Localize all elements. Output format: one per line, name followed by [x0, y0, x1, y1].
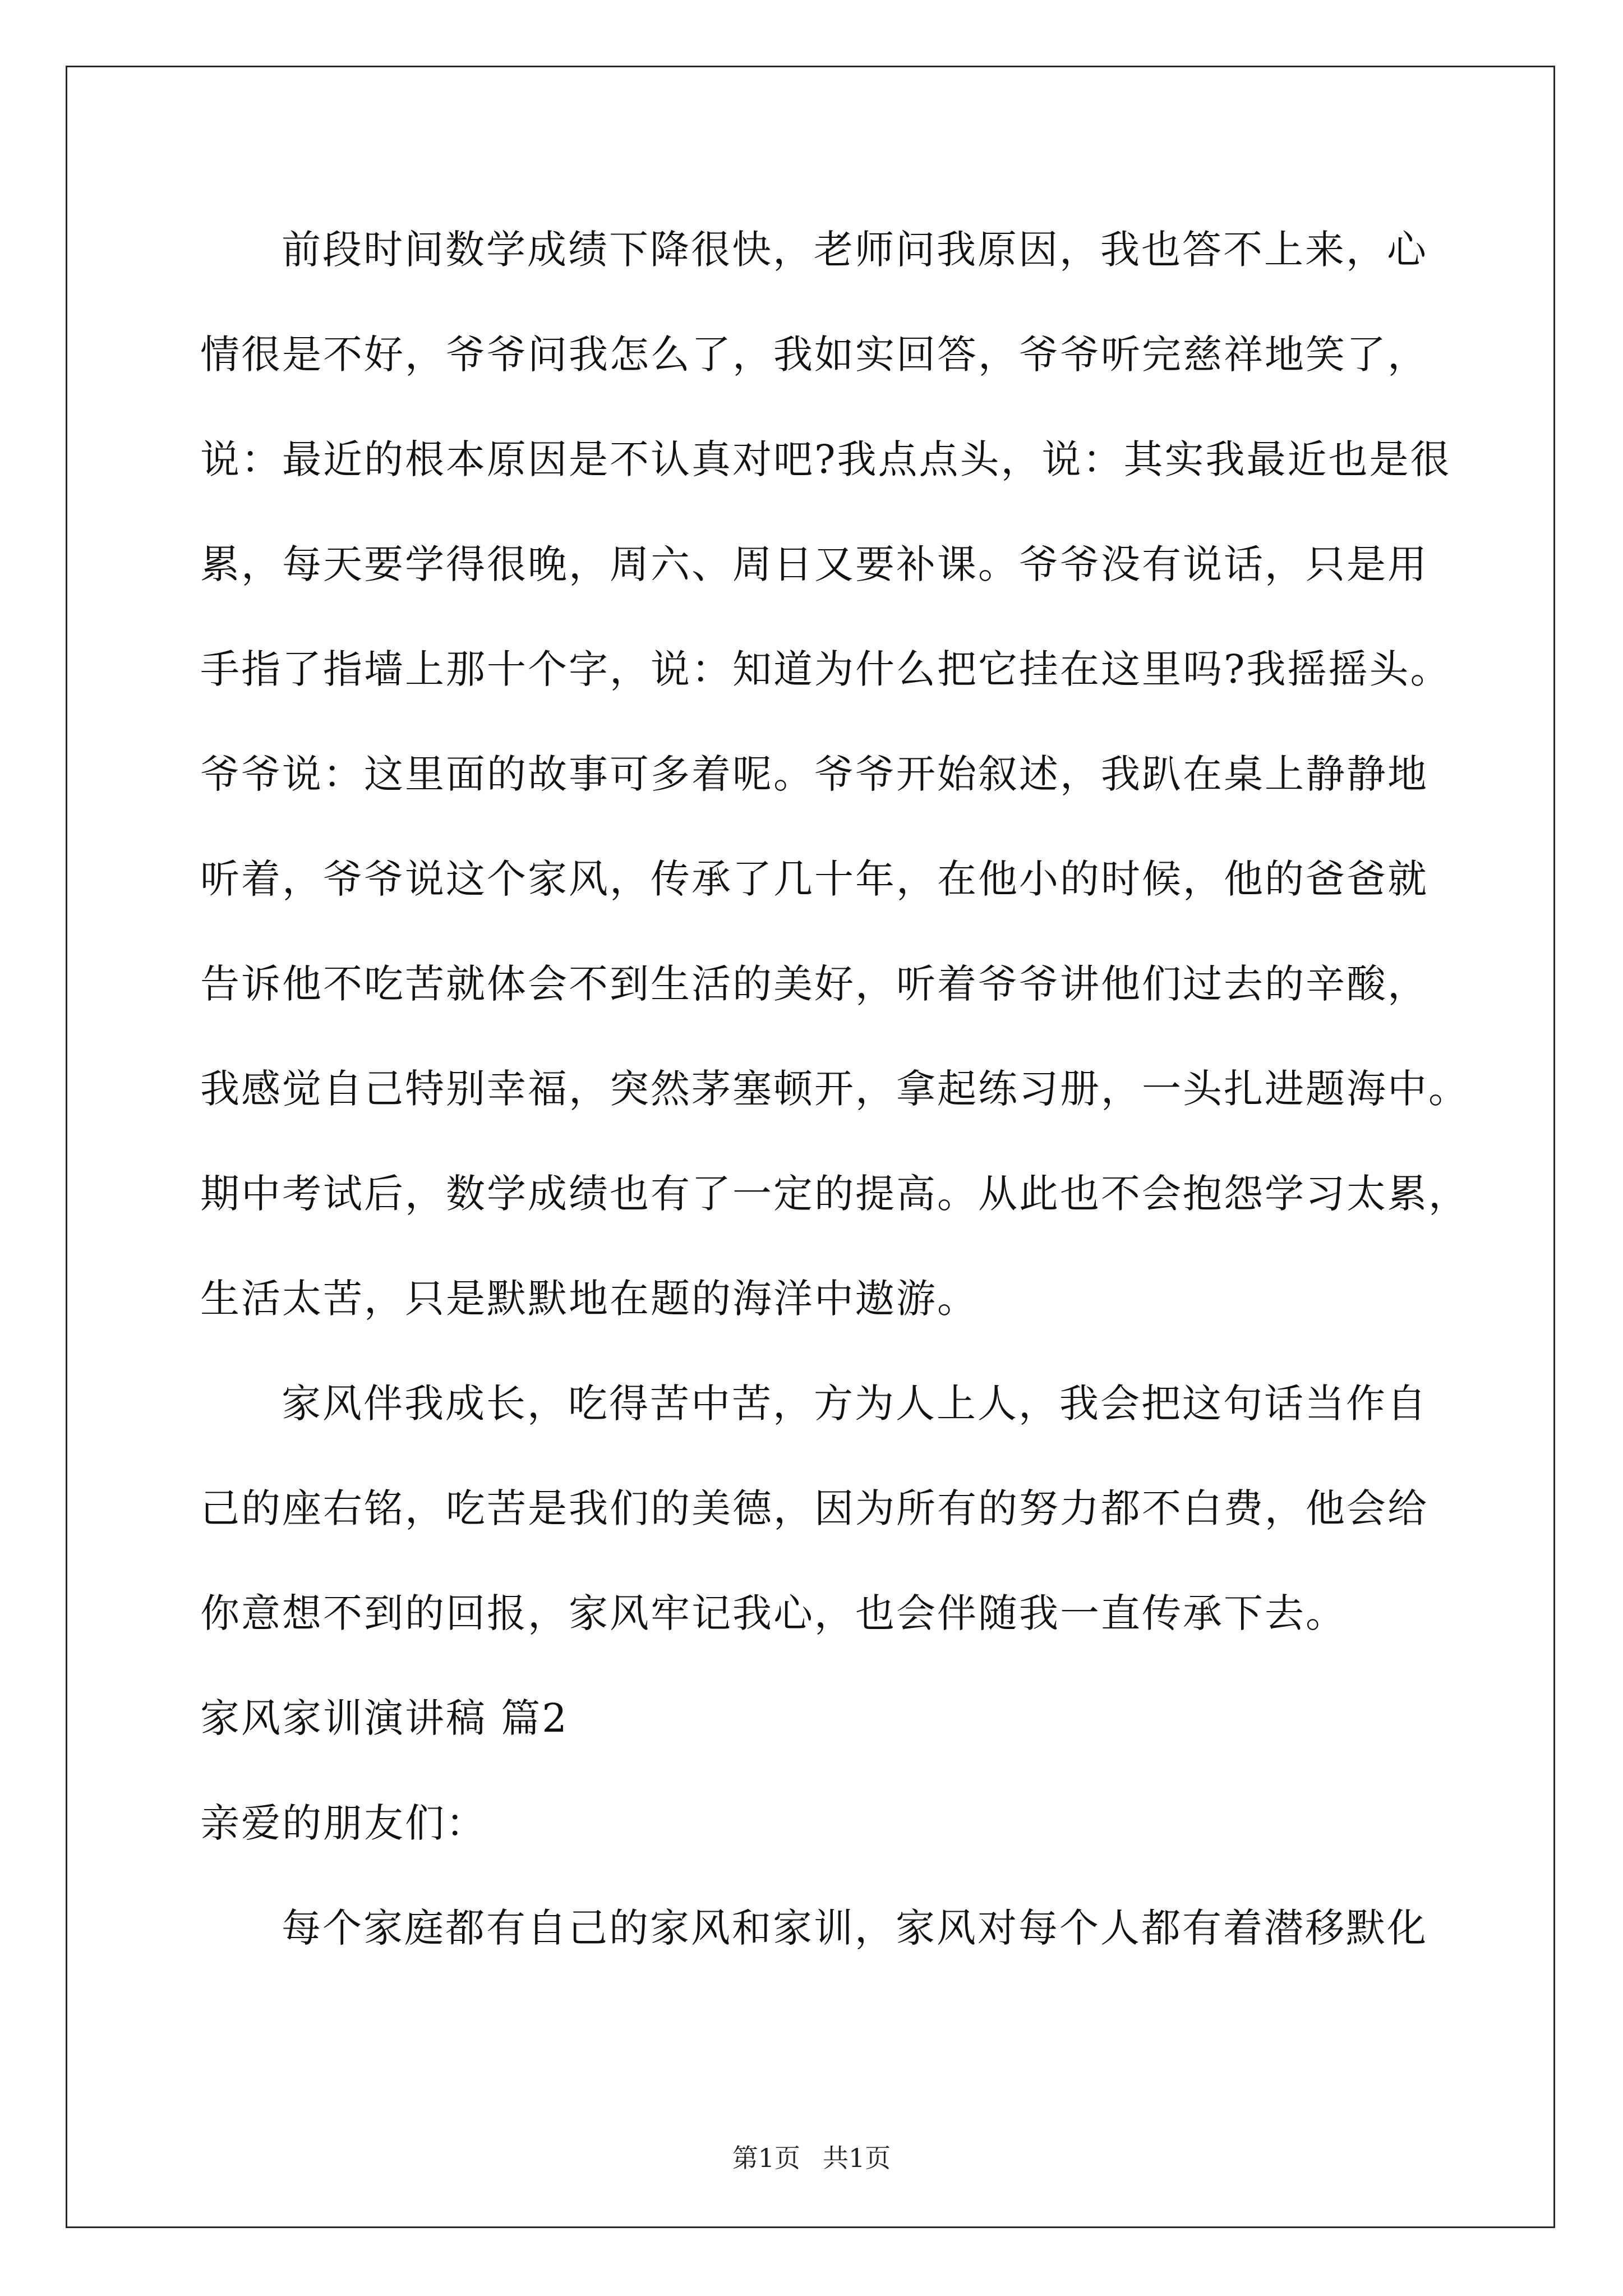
- paragraph-1-line-4: 累，每天要学得很晚，周六、周日又要补课。爷爷没有说话，只是用: [200, 541, 1428, 587]
- salutation: 亲爱的朋友们：: [200, 1800, 487, 1846]
- paragraph-1-line-3: 说：最近的根本原因是不认真对吧?我点点头，说：其实我最近也是很: [200, 436, 1451, 482]
- paragraph-1-line-1: 前段时间数学成绩下降很快，老师问我原因，我也答不上来，心: [282, 227, 1428, 273]
- paragraph-1-line-11: 生活太苦，只是默默地在题的海洋中遨游。: [200, 1276, 978, 1322]
- page-border: [66, 66, 1555, 2228]
- paragraph-1-line-6: 爷爷说：这里面的故事可多着呢。爷爷开始叙述，我趴在桌上静静地: [200, 751, 1428, 797]
- section-heading: 家风家训演讲稿 篇2: [200, 1695, 569, 1741]
- paragraph-2-line-2: 己的座右铭，吃苦是我们的美德，因为所有的努力都不白费，他会给: [200, 1485, 1428, 1531]
- paragraph-1-line-5: 手指了指墙上那十个字，说：知道为什么把它挂在这里吗?我摇摇头。: [200, 646, 1451, 692]
- page-footer: [0, 2144, 1623, 2172]
- paragraph-2-line-3: 你意想不到的回报，家风牢记我心，也会伴随我一直传承下去。: [200, 1590, 1347, 1636]
- paragraph-1-line-2: 情很是不好，爷爷问我怎么了，我如实回答，爷爷听完慈祥地笑了，: [200, 332, 1428, 378]
- paragraph-1-line-7: 听着，爷爷说这个家风，传承了几十年，在他小的时候，他的爸爸就: [200, 856, 1428, 902]
- paragraph-2-line-1: 家风伴我成长，吃得苦中苦，方为人上人，我会把这句话当作自: [282, 1381, 1428, 1427]
- paragraph-1-line-8: 告诉他不吃苦就体会不到生活的美好，听着爷爷讲他们过去的辛酸，: [200, 961, 1428, 1007]
- page-number-total: 共1页: [823, 2143, 891, 2173]
- paragraph-3-line-1: 每个家庭都有自己的家风和家训，家风对每个人都有着潜移默化: [282, 1905, 1428, 1951]
- page-number-current: 第1页: [732, 2143, 800, 2173]
- paragraph-1-line-9: 我感觉自己特别幸福，突然茅塞顿开，拿起练习册，一头扎进题海中。: [200, 1066, 1469, 1112]
- paragraph-1-line-10: 期中考试后，数学成绩也有了一定的提高。从此也不会抱怨学习太累，: [200, 1171, 1469, 1217]
